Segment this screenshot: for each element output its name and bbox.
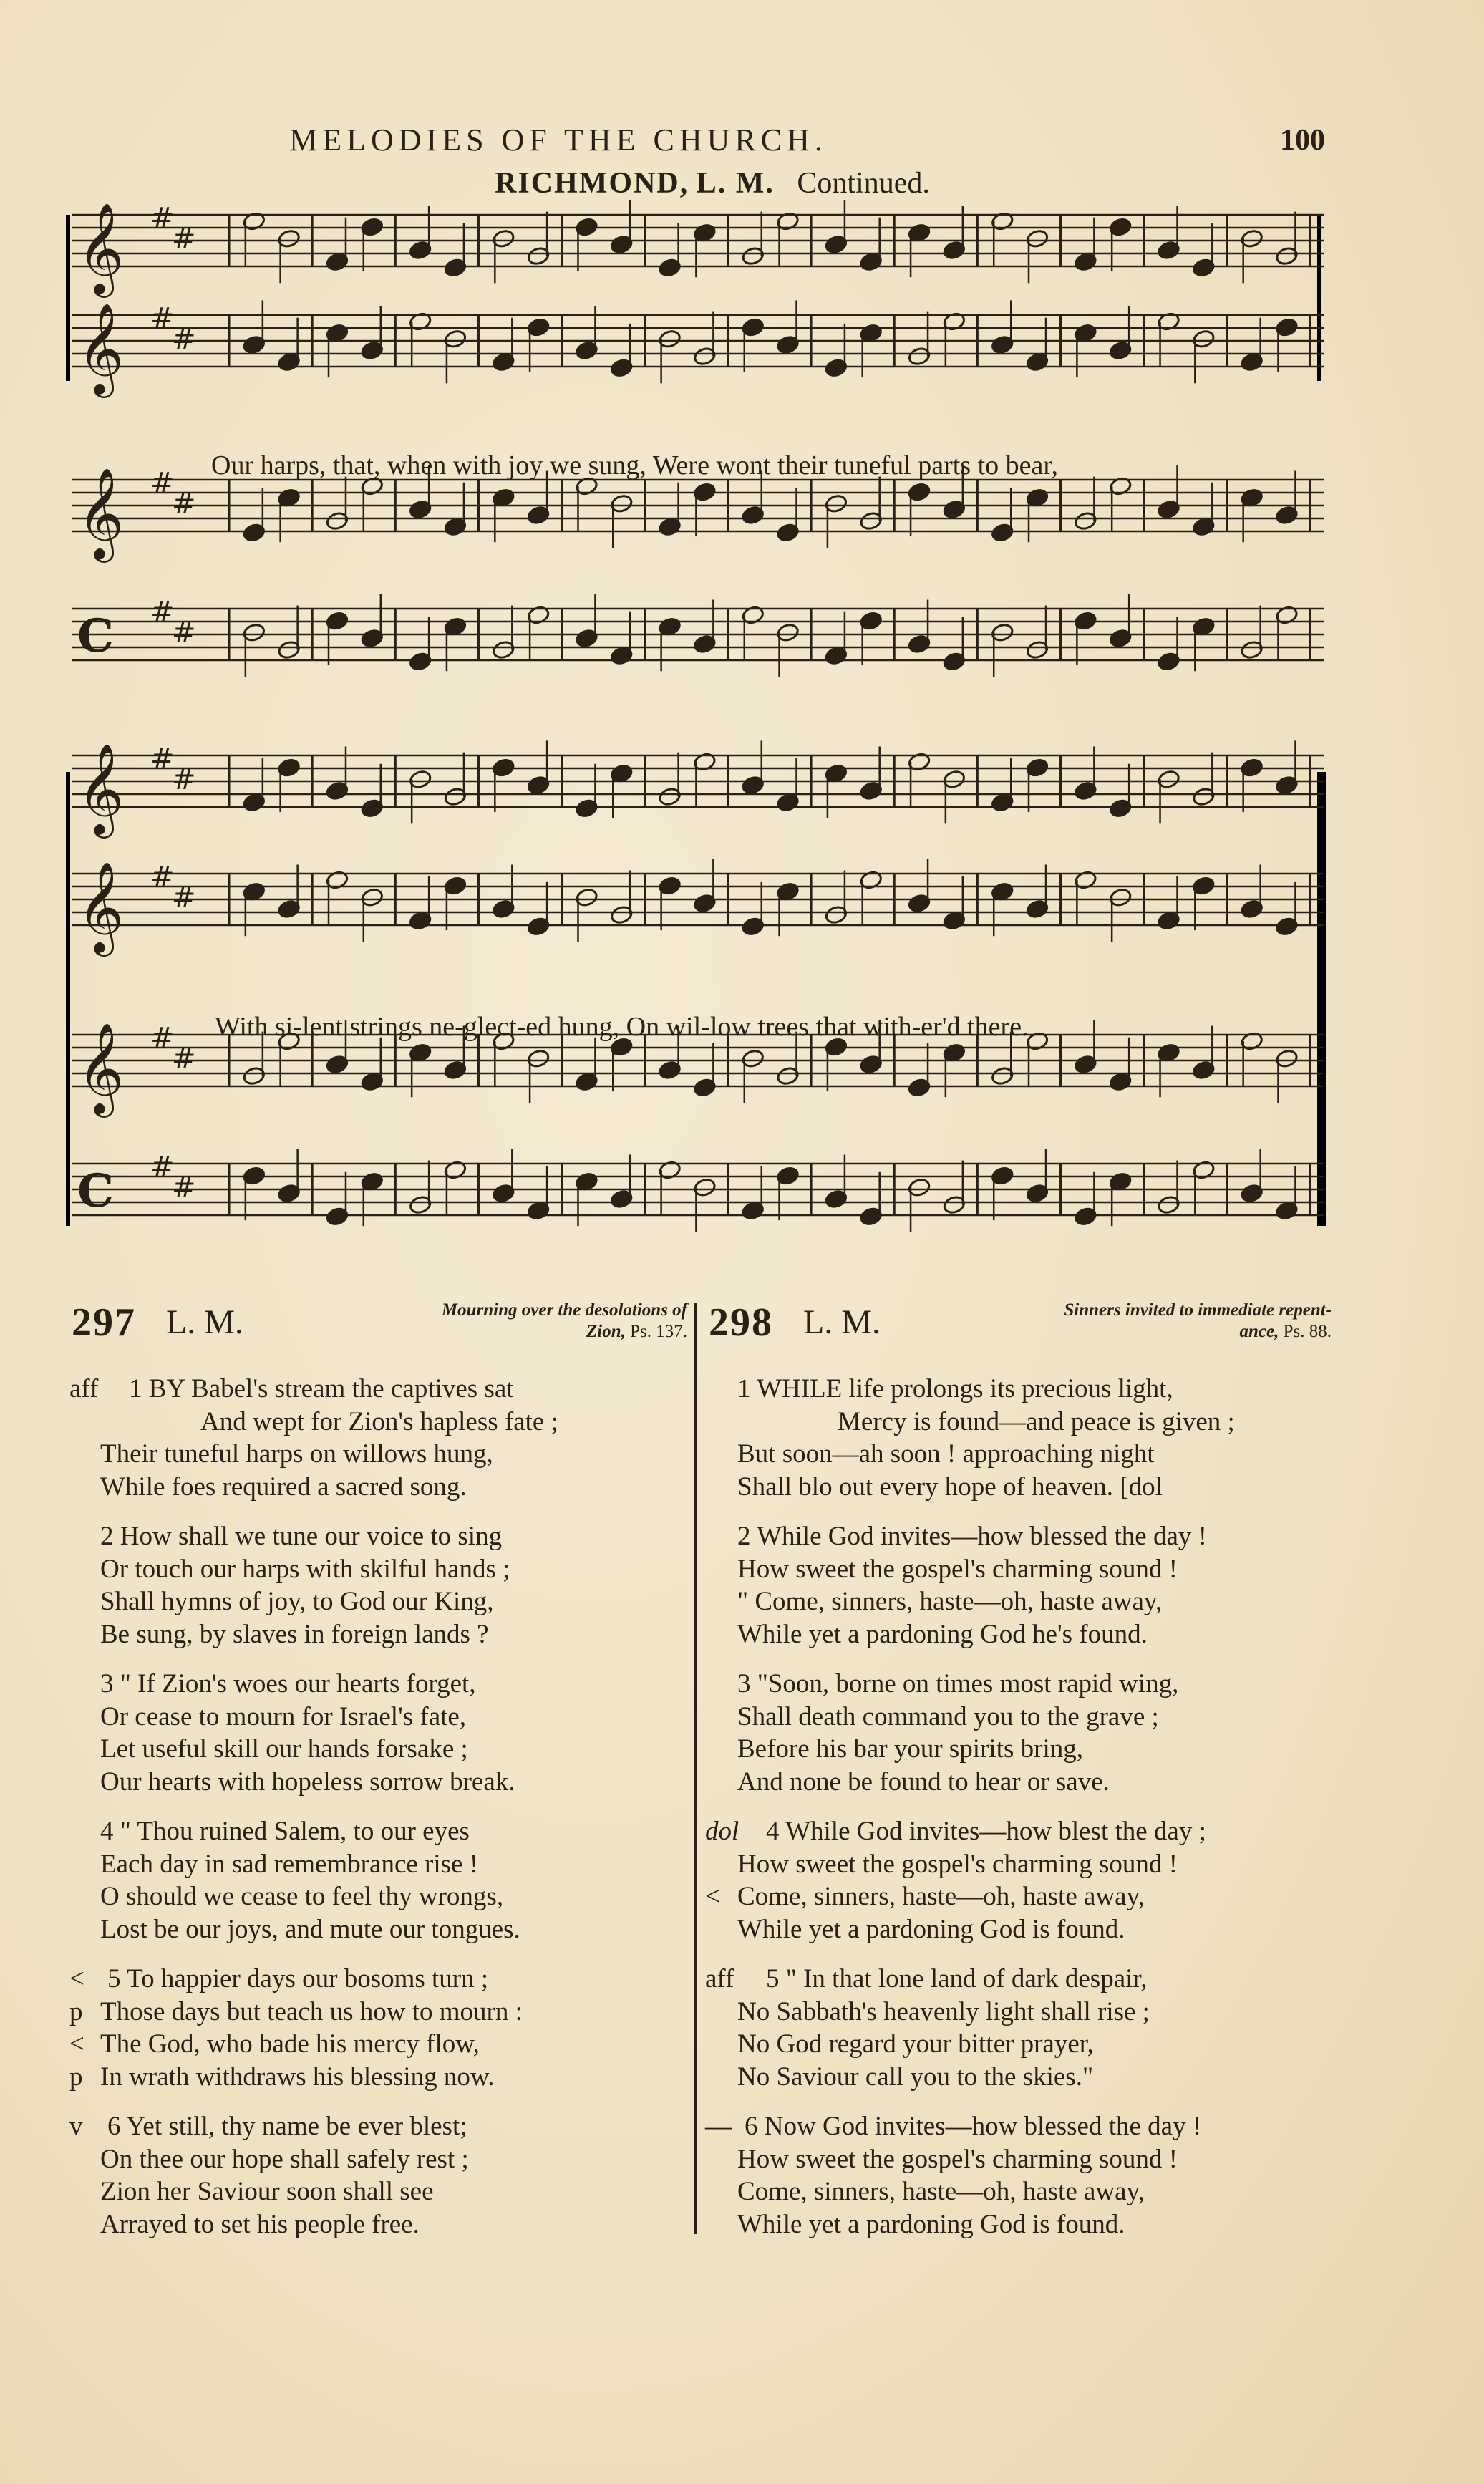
verse-line: Shall blo out every hope of heaven. [dol (737, 1471, 1163, 1502)
hymn-298-header (709, 1300, 1332, 1357)
verse-line: While yet a pardoning God he's found. (737, 1619, 1148, 1649)
hymn-297-header (72, 1300, 687, 1357)
verse-line: 5 " In that lone land of dark despair, (766, 1964, 1148, 1994)
verse-line: 3 " If Zion's woes our hearts forget, (100, 1669, 476, 1698)
common-time-icon: C (77, 1164, 114, 1218)
verse-line: 4 " Thou ruined Salem, to our eyes (100, 1817, 470, 1846)
sharp-icon: # (172, 1171, 196, 1204)
hymn-topic-line: Sinners invited to immediate repent- (1064, 1300, 1332, 1320)
verse-line: Before his bar your spirits bring, (737, 1734, 1083, 1764)
sharp-icon: # (150, 743, 175, 775)
lyrics-system-1: Our harps, that, when with joy we sung, Were wont their tuneful parts to bear, (211, 450, 1058, 480)
dynamic-mark: p (69, 1996, 83, 2026)
sharp-icon: # (150, 1151, 175, 1184)
hymn-psalm-ref: Ps. 88. (1283, 1322, 1332, 1341)
sharp-icon: # (172, 322, 196, 356)
verse-line: How sweet the gospel's charming sound ! (737, 2144, 1178, 2174)
dynamic-mark: v (69, 2112, 83, 2141)
hymn-meter: L. M. (166, 1303, 243, 1341)
verse-line: O should we cease to feel thy wrongs, (100, 1882, 504, 1911)
system-bracket (66, 215, 70, 381)
sharp-icon: # (150, 861, 175, 894)
verse-line: 1 WHILE life prolongs its precious light, (737, 1374, 1173, 1403)
column-divider (694, 1303, 697, 2234)
verse-line: While yet a pardoning God is found. (737, 2209, 1125, 2239)
lyrics-system-2: With si-lent strings ne-glect-ed hung, On wil-low trees that with-er'd there. (215, 1012, 1029, 1042)
hymn-psalm-ref: Ps. 137. (630, 1322, 687, 1341)
hymn-topic-line: Mourning over the desolations of (441, 1300, 687, 1320)
verse-line: Come, sinners, haste—oh, haste away, (737, 1882, 1145, 1911)
hymn-number: 298 (709, 1300, 773, 1345)
verse-line: Shall death command you to the grave ; (737, 1701, 1159, 1731)
treble-clef-icon: 𝄞 (77, 861, 125, 952)
sharp-icon: # (172, 763, 196, 796)
sharp-icon: # (150, 1022, 175, 1055)
hymn-meter: L. M. (803, 1303, 881, 1341)
treble-clef-icon: 𝄞 (77, 1022, 125, 1113)
sharp-icon: # (150, 467, 175, 500)
verse-line: Be sung, by slaves in foreign lands ? (100, 1619, 489, 1649)
verse-line: 2 How shall we tune our voice to sing (100, 1522, 503, 1551)
system-bracket (66, 772, 70, 1226)
verse-line: Each day in sad remembrance rise ! (100, 1849, 479, 1879)
verse-line: 6 Yet still, thy name be ever blest; (107, 2112, 467, 2141)
hymn-topic-line2: ance, (1239, 1322, 1279, 1341)
dynamic-mark: < (69, 2029, 84, 2059)
dynamic-mark: — (705, 2112, 732, 2141)
continued-label: Continued. (797, 167, 930, 200)
verse-line: On thee our hope shall safely rest ; (100, 2144, 469, 2174)
dynamic-mark: aff (705, 1964, 734, 1994)
verse-line: No Sabbath's heavenly light shall rise ; (737, 1996, 1150, 2026)
verse-line: But soon—ah soon ! approaching night (737, 1439, 1155, 1469)
tune-meter: L. M. (696, 167, 775, 200)
sharp-icon: # (150, 302, 175, 335)
hymn-topic (279, 1300, 687, 1343)
verse-line: Let useful skill our hands forsake ; (100, 1734, 468, 1764)
sharp-icon: # (172, 487, 196, 521)
verse-line: Arrayed to set his people free. (100, 2209, 420, 2239)
verse-line: 4 While God invites—how blest the day ; (766, 1817, 1206, 1846)
page-number: 100 (1280, 124, 1325, 157)
sharp-icon: # (172, 1042, 196, 1076)
verse-line: Their tuneful harps on willows hung, (100, 1439, 493, 1469)
verse-line: 6 Now God invites—how blessed the day ! (745, 2112, 1202, 2141)
hymn-number: 297 (72, 1300, 136, 1345)
sharp-icon: # (172, 222, 196, 256)
verse-line: In wrath withdraws his blessing now. (100, 2062, 495, 2092)
verse-line: While foes required a sacred song. (100, 1471, 467, 1502)
verse-line: No God regard your bitter prayer, (737, 2029, 1094, 2059)
treble-clef-icon: 𝄞 (77, 743, 125, 834)
verse-line: " Come, sinners, haste—oh, haste away, (737, 1587, 1163, 1616)
dynamic-mark: < (705, 1882, 720, 1911)
verse-line: 5 To happier days our bosoms turn ; (107, 1964, 489, 1994)
treble-clef-icon: 𝄞 (77, 202, 125, 294)
verse-line: How sweet the gospel's charming sound ! (737, 1849, 1178, 1879)
verse-line: Or touch our harps with skilful hands ; (100, 1554, 510, 1584)
sharp-icon: # (150, 596, 175, 629)
verse-line: Zion her Saviour soon shall see (100, 2177, 434, 2206)
sharp-icon: # (172, 881, 196, 914)
verse-line: While yet a pardoning God is found. (737, 1914, 1125, 1944)
verse-line: And none be found to hear or save. (737, 1767, 1110, 1797)
dynamic-mark: p (69, 2062, 83, 2092)
verse-line: Our hearts with hopeless sorrow break. (100, 1767, 515, 1797)
sharp-icon: # (172, 616, 196, 649)
verse-line: 2 While God invites—how blessed the day ! (737, 1522, 1207, 1551)
verse-line: 1 BY Babel's stream the captives sat (129, 1374, 514, 1403)
running-title: MELODIES OF THE CHURCH. (289, 122, 828, 158)
verse-line: Come, sinners, haste—oh, haste away, (737, 2177, 1145, 2206)
dynamic-mark: dol (705, 1817, 739, 1846)
verse-line: And wept for Zion's hapless fate ; (200, 1406, 558, 1436)
tune-name: RICHMOND, (495, 167, 689, 200)
verse-line: 3 "Soon, borne on times most rapid wing, (737, 1669, 1179, 1698)
verse-line: How sweet the gospel's charming sound ! (737, 1554, 1178, 1584)
verse-line: Those days but teach us how to mourn : (100, 1996, 523, 2026)
verse-line: Lost be our joys, and mute our tongues. (100, 1914, 520, 1944)
hymn-topic (916, 1300, 1332, 1343)
sharp-icon: # (150, 202, 175, 235)
verse-line: Mercy is found—and peace is given ; (838, 1406, 1235, 1436)
dynamic-mark: aff (69, 1374, 99, 1403)
verse-line: Or cease to mourn for Israel's fate, (100, 1701, 467, 1731)
common-time-icon: C (77, 609, 114, 663)
treble-clef-icon: 𝄞 (77, 302, 125, 394)
bar-line (1317, 772, 1326, 1226)
verse-line: Shall hymns of joy, to God our King, (100, 1587, 494, 1616)
verse-line: The God, who bade his mercy flow, (100, 2029, 480, 2059)
treble-clef-icon: 𝄞 (77, 467, 125, 559)
verse-line: No Saviour call you to the skies." (737, 2062, 1094, 2092)
dynamic-mark: < (69, 1964, 84, 1994)
hymn-topic-line2: Zion, (586, 1322, 626, 1341)
